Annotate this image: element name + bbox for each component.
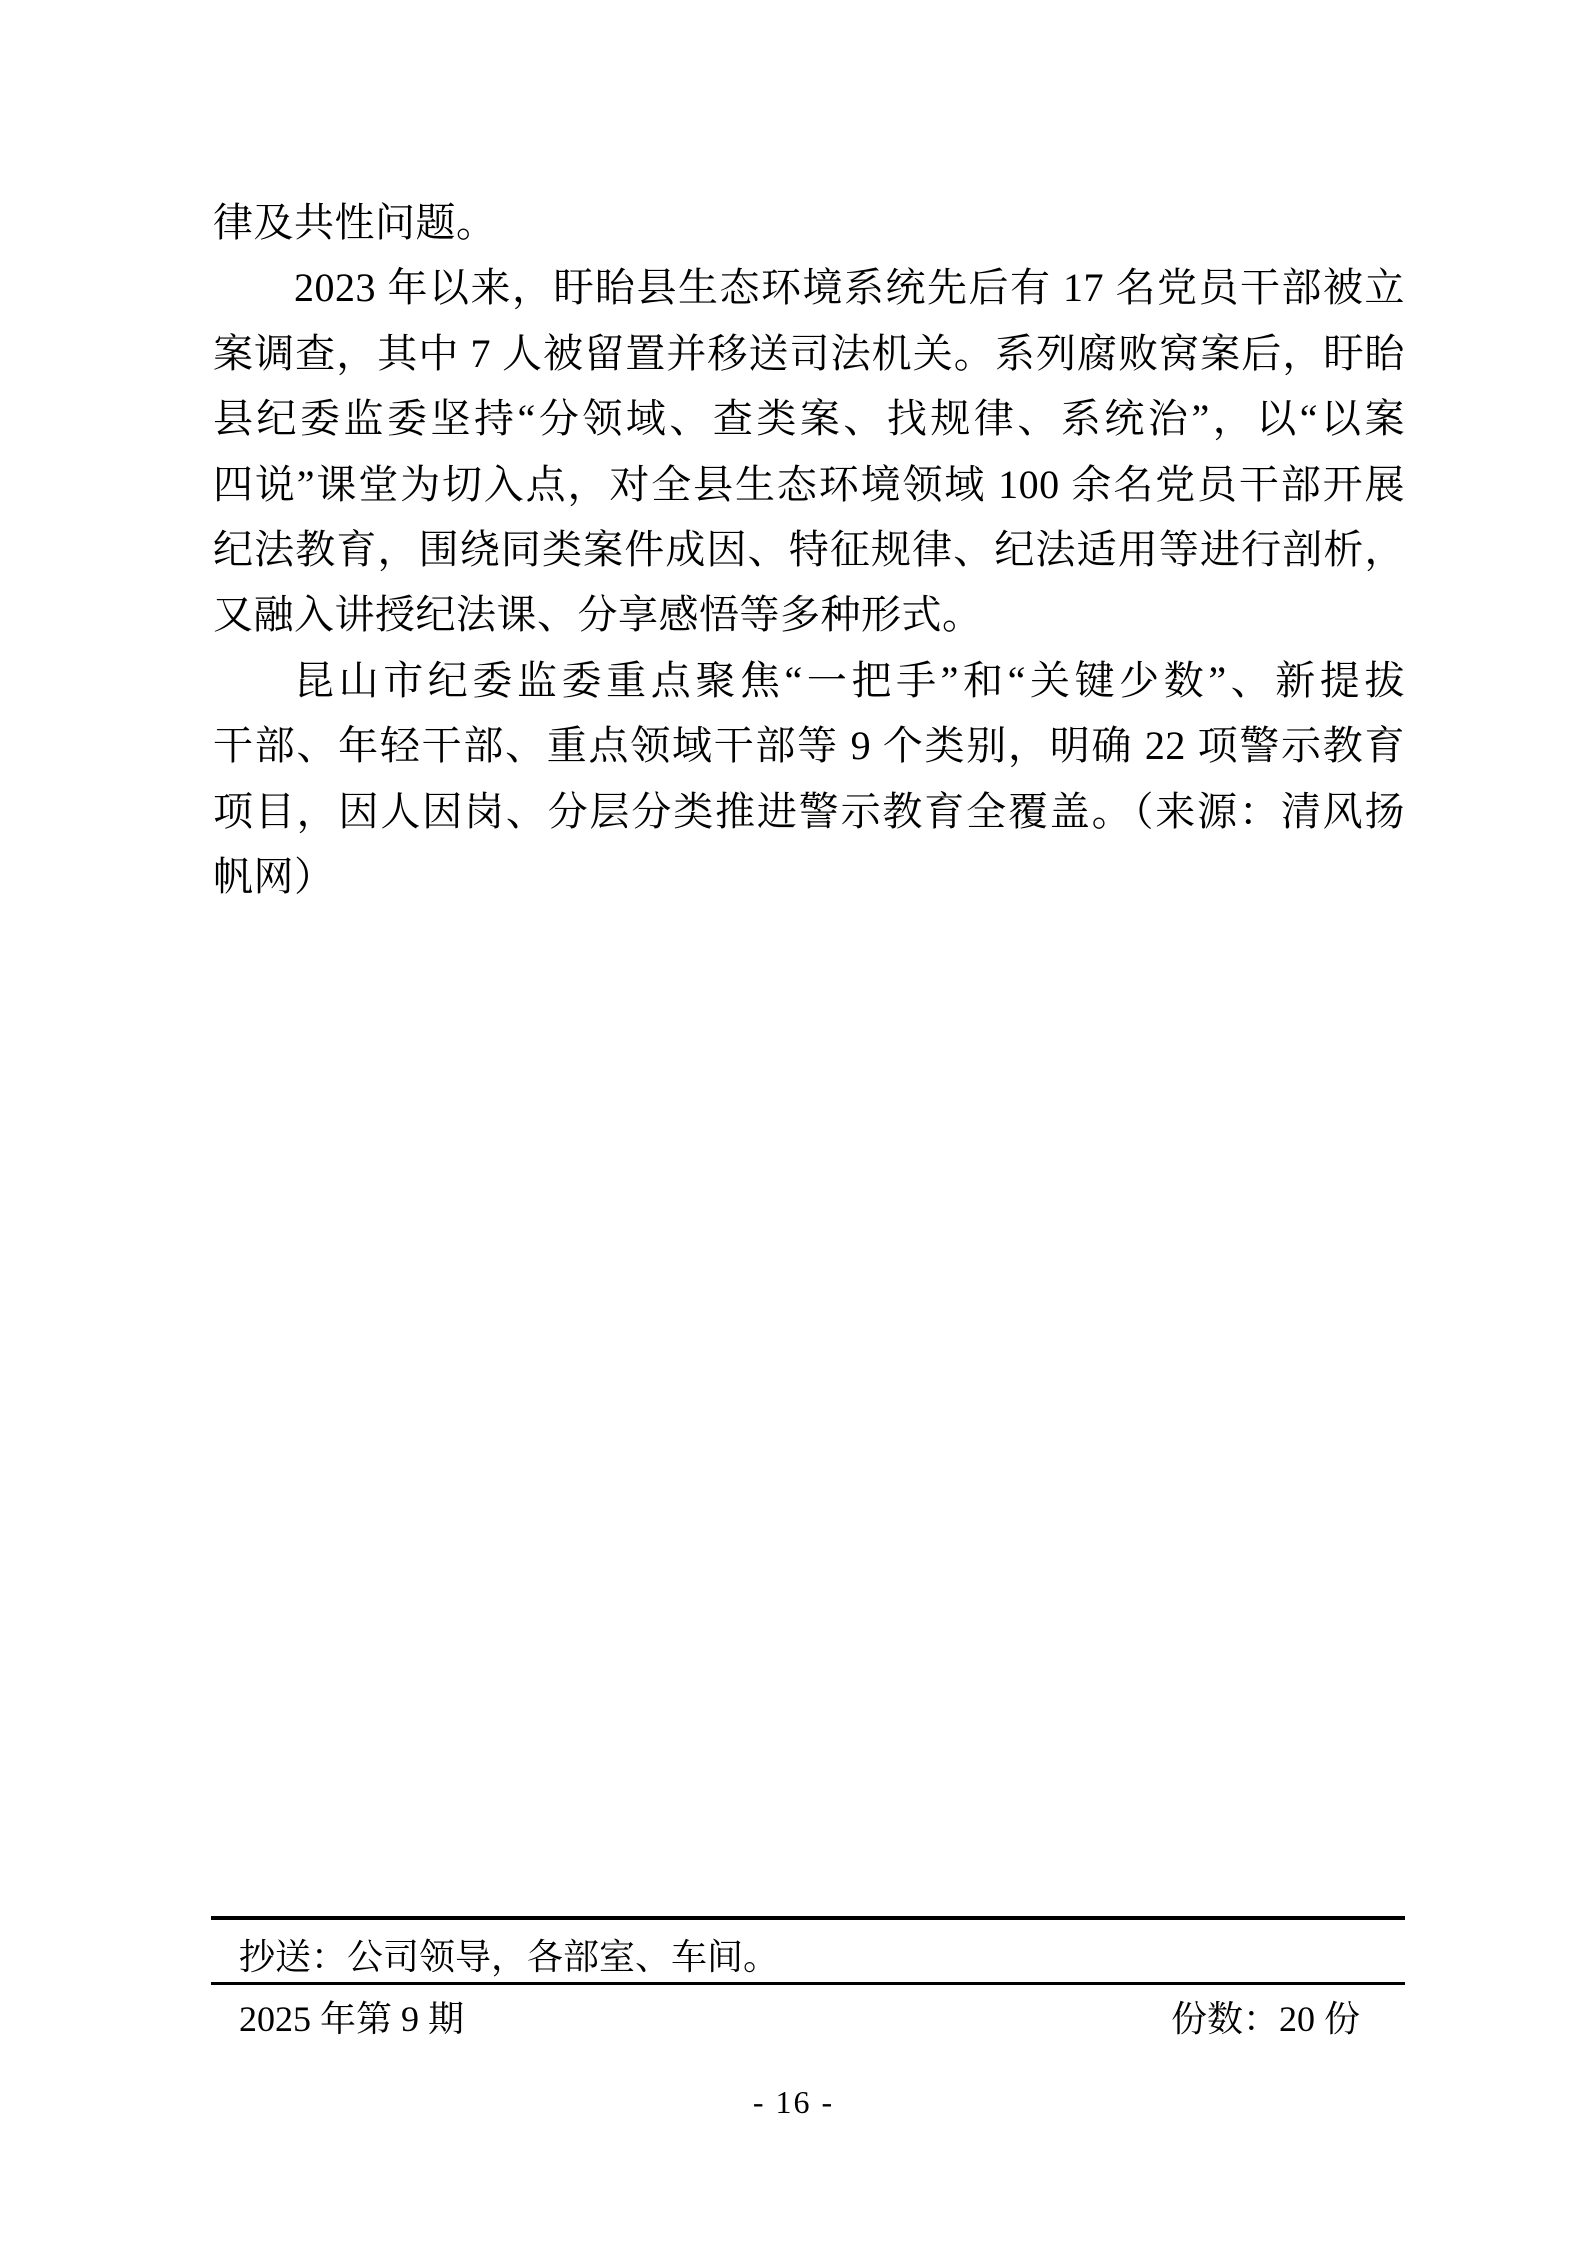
footer-divider-rule: [211, 1982, 1405, 1985]
body-line: 四说”课堂为切入点，对全县生态环境领域 100 余名党员干部开展: [213, 461, 1405, 507]
body-line: 昆山市纪委监委重点聚焦“一把手”和“关键少数”、新提拔: [294, 657, 1405, 703]
body-line: 干部、年轻干部、重点领域干部等 9 个类别，明确 22 项警示教育: [213, 723, 1405, 769]
body-line: 项目，因人因岗、分层分类推进警示教育全覆盖。（来源：清风扬: [213, 788, 1405, 834]
body-line: 县纪委监委坚持“分领域、查类案、找规律、系统治”，以“以案: [213, 396, 1405, 442]
cc-line: 抄送：公司领导，各部室、车间。: [239, 1937, 780, 1977]
issue-label: 2025 年第 9 期: [239, 1999, 465, 2039]
body-line: 案调查，其中 7 人被留置并移送司法机关。系列腐败窝案后，盱眙: [213, 330, 1405, 376]
page-number: - 16 -: [752, 2084, 835, 2120]
footer-top-rule: [211, 1916, 1405, 1920]
body-line: 律及共性问题。: [213, 200, 497, 245]
issue-row: [211, 1996, 1405, 2042]
document-body: [213, 190, 1405, 909]
body-line: 帆网）: [213, 853, 335, 899]
body-line: 又融入讲授纪法课、分享感悟等多种形式。: [213, 592, 983, 638]
copies-label: 份数：20 份: [1170, 1999, 1360, 2039]
body-line: 2023 年以来，盱眙县生态环境系统先后有 17 名党员干部被立: [294, 265, 1405, 311]
body-line: 纪法教育，围绕同类案件成因、特征规律、纪法适用等进行剖析，: [213, 526, 1405, 572]
